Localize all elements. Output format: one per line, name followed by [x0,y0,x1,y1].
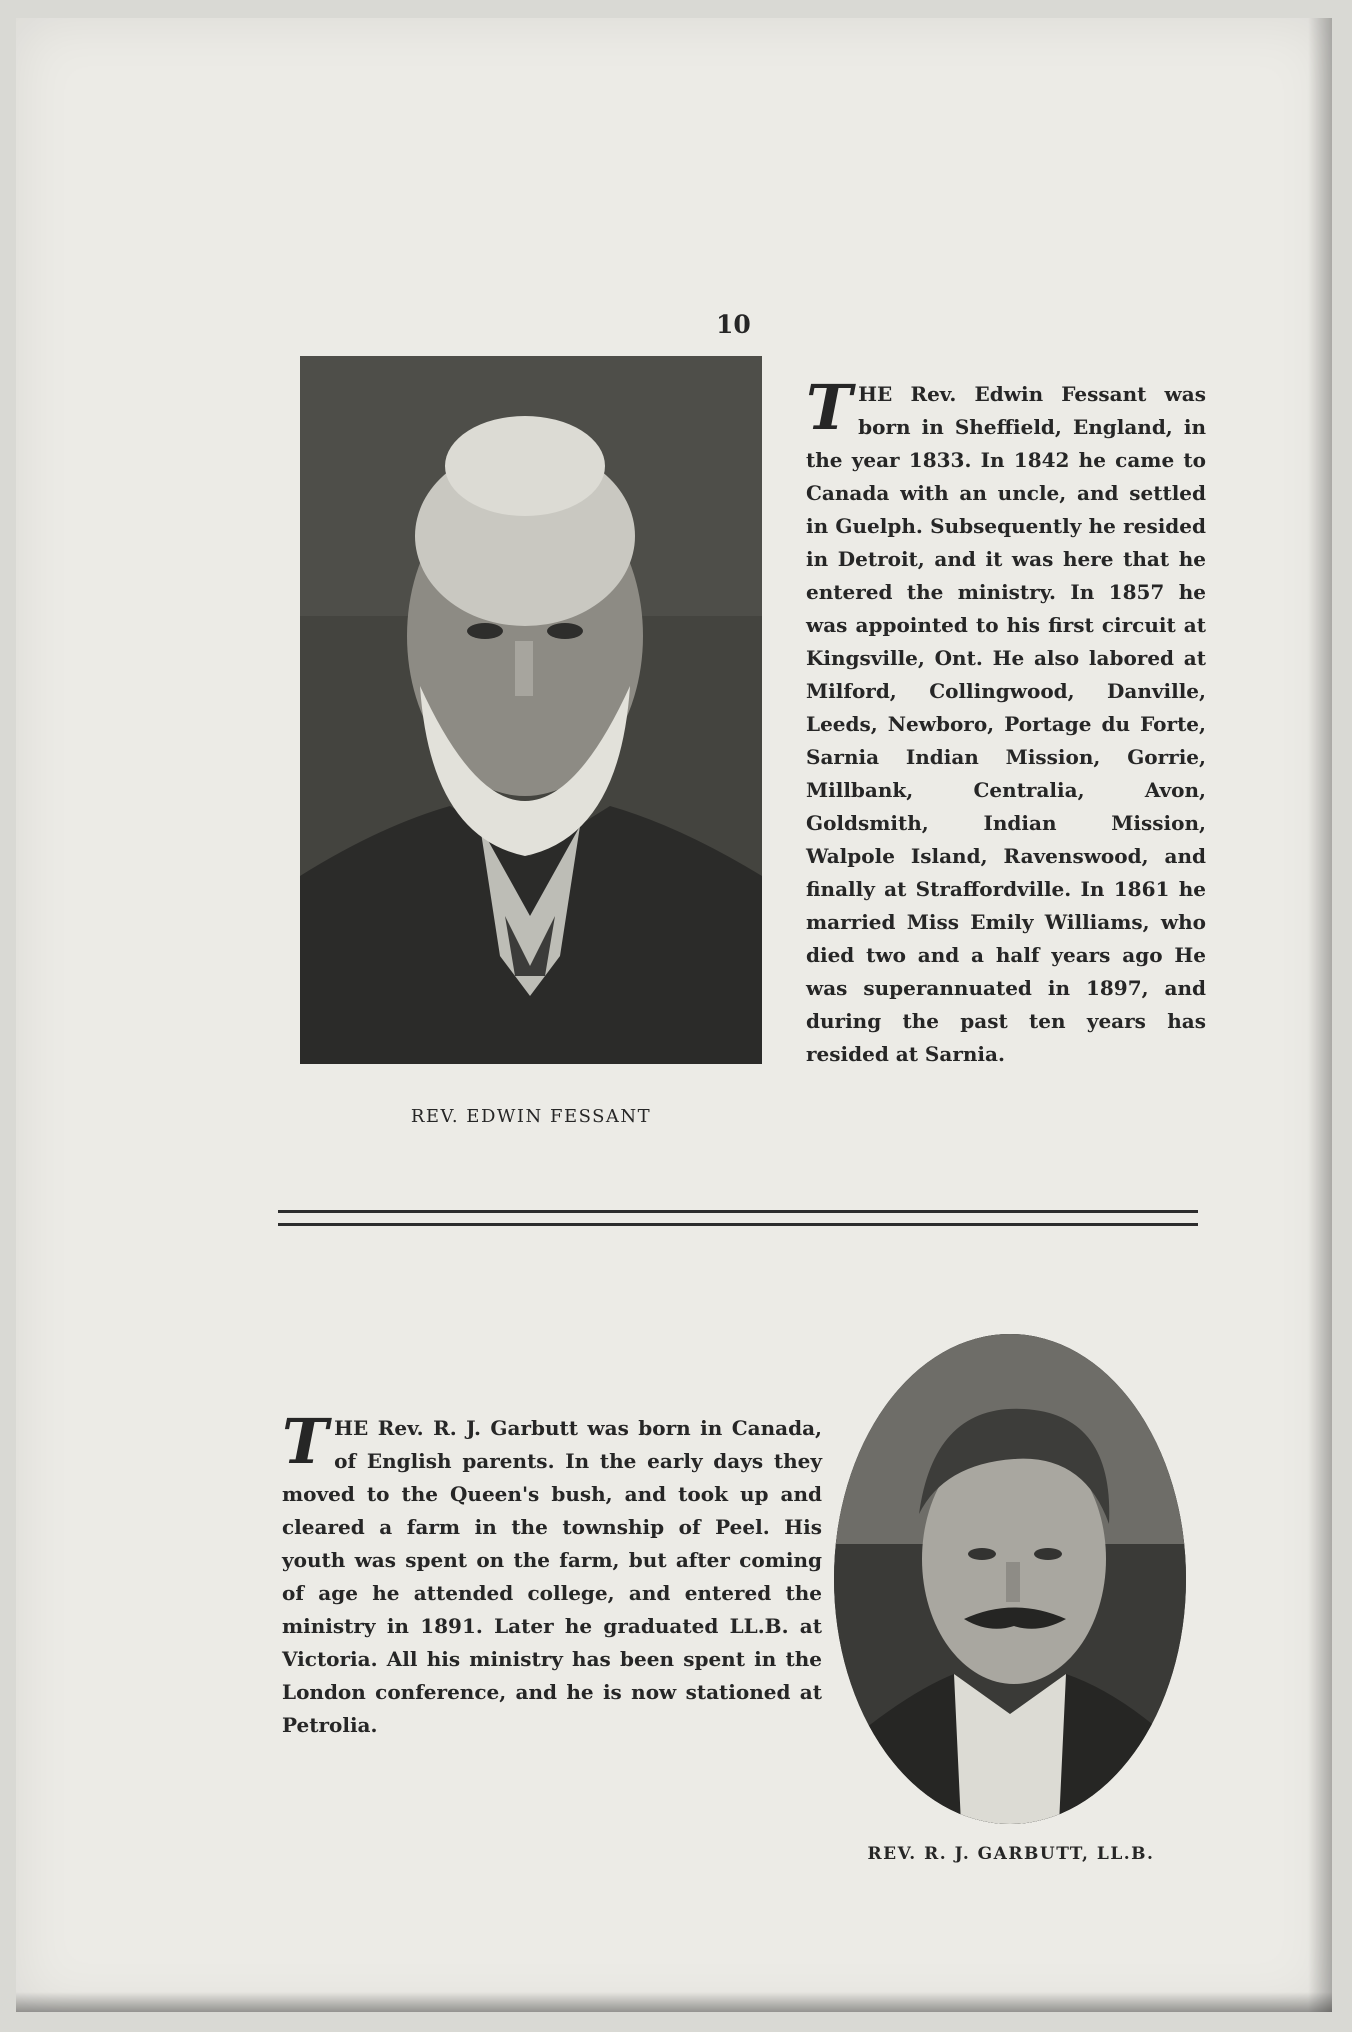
section-divider [278,1210,1198,1226]
document-page [16,18,1332,2012]
portrait-rj-garbutt [834,1334,1186,1824]
biography-text: HE Rev. R. J. Garbutt was born in Canada, of English parents. In the early days they moved to the Queen's bush, and took up and cleared a farm in the township of Peel. His youth was spent on the farm, but after coming of age he attended college, and entered the ministry in 1891. Later he graduated LL.B. at Victoria. All his ministry has been spent in the London conference, and he is now stationed at Petrolia. [282,1416,822,1737]
biography-rj-garbutt [282,1405,822,1742]
biography-text: HE Rev. Edwin Fessant was born in Sheffield, England, in the year 1833. In 1842 he came to Canada with an uncle, and settled in Guelph. Subsequently he resided in Detroit, and it was here that he entered the ministry. In 1857 he was appointed to his first circuit at Kingsville, Ont. He also labored at Milford, Collingwood, Danville, Leeds, Newboro, Portage du Forte, Sarnia Indian Mission, Gorrie, Millbank, Centralia, Avon, Goldsmith, Indian Mission, Walpole Island, Ravenswood, and finally at Straffordville. In 1861 he married Miss Emily Williams, who died two and a half years ago He was superannuated in 1897, and during the past ten years has resided at Sarnia. [806,382,1206,1066]
portrait-caption-2: REV. R. J. GARBUTT, LL.B. [867,1844,1155,1864]
page-edge-shadow [1308,18,1332,2012]
drop-cap: T [282,1405,329,1478]
portrait-edwin-fessant [300,356,762,1064]
portrait-caption-1: REV. EDWIN FESSANT [410,1106,652,1127]
biography-edwin-fessant [806,371,1206,1071]
drop-cap: T [806,371,853,444]
page-number: 10 [716,310,751,339]
page-edge-shadow [16,1992,1332,2012]
